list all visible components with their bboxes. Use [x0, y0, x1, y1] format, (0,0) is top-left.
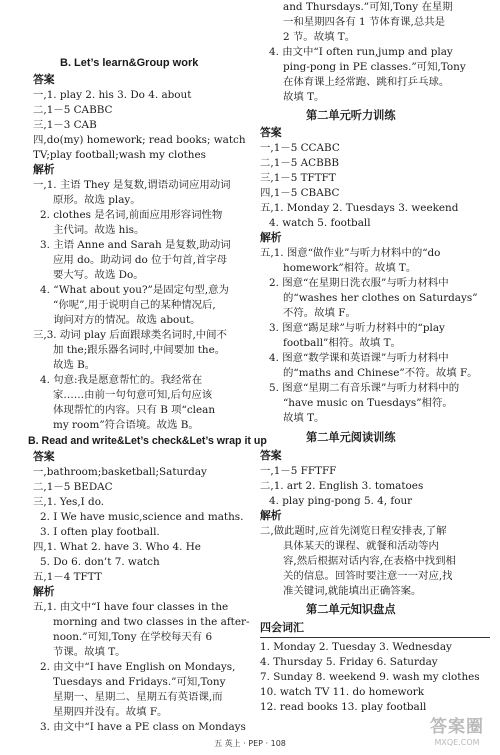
vocab-tag: 四会词汇 [260, 621, 304, 634]
watermark-text: 答案圈 [430, 717, 484, 737]
answer-tag: 答案 [33, 451, 55, 463]
analysis-line: 主代词。故选 his。 [53, 224, 145, 236]
analysis-line: noon.”可知,Tony 在学校每天有 6 [53, 631, 213, 643]
answer-line: 5. Do 6. don’t 7. watch [40, 556, 160, 568]
analysis-line: 4. 由文中“I often run,jump and play [269, 46, 453, 58]
analysis-line: 不符。故填 F。 [283, 307, 356, 319]
section-title-read-write: B. Read and write&Let’s check&Let’s wrap it up [28, 435, 267, 447]
analysis-line: 4. “What about you?”是固定句型,意为 [40, 284, 229, 296]
analysis-line: 2. 图意“在星期日洗衣服”与听力材料中 [269, 277, 449, 289]
answer-line: 四,1－5 CBABC [260, 187, 340, 199]
answer-line: TV;play football;wash my clothes [33, 149, 206, 161]
analysis-line: “你呢”,用于说明自己的某种情况后, [53, 299, 216, 311]
answer-line: 二,1－5 BEDAC [33, 481, 113, 493]
analysis-line: 原形。故选 play。 [53, 194, 141, 206]
analysis-line: 节课。故填 T。 [53, 646, 126, 658]
analysis-tag: 解析 [260, 232, 282, 244]
analysis-line: 4. 图意“数学课和英语课”与听力材料中 [269, 352, 449, 364]
answer-line: 一,1－5 CCABC [260, 142, 340, 154]
analysis-line: 要大写。故选 Do。 [53, 269, 144, 281]
section-title-learn-group-work: B. Let’s learn&Group work [60, 57, 199, 69]
unit-title-listening: 第二单元听力训练 [306, 109, 396, 122]
answer-line: 二,1－5 ACBBB [260, 157, 339, 169]
vocab-line: 1. Monday 2. Tuesday 3. Wednesday [260, 641, 452, 653]
analysis-line: 的“washes her clothes on Saturdays” [283, 292, 478, 304]
analysis-line: 故选 B。 [53, 359, 96, 371]
answer-line: 一,1－5 FFTFF [260, 465, 337, 477]
analysis-line: 在体育课上经常跑、跳和打乒乓球。 [283, 76, 450, 88]
analysis-line: 一,1. 主语 They 是复数,谓语动词应用动词 [33, 179, 231, 191]
analysis-line: 2 节。故填 T。 [283, 31, 356, 43]
analysis-line: 4. 句意:我是愿意帮忙的。我经常在 [40, 374, 203, 386]
analysis-line: 一和星期四各有 1 节体育课,总共是 [283, 16, 445, 28]
answer-line: 五,1. Monday 2. Tuesdays 3. weekend [260, 202, 459, 214]
answer-line: 三,1－3 CAB [33, 119, 97, 131]
answer-line: 四,do(my) homework; read books; watch [33, 134, 246, 146]
analysis-line: 询问对方的情况。故选 about。 [53, 314, 201, 326]
analysis-line: homework”相符。故填 T。 [283, 262, 417, 274]
answer-line: 二,1－5 CABBC [33, 104, 113, 116]
analysis-line: 加 the;跟乐器名词时,中间要加 the。 [53, 344, 226, 356]
analysis-line: 三,3. 动词 play 后面跟球类名词时,中间不 [33, 329, 227, 341]
page-footer: 五 英上 · PEP · 108 [214, 739, 286, 748]
analysis-line: 体现帮忙的内容。只有 B 项“clean [53, 404, 216, 416]
analysis-line: 2. 由文中“I have English on Mondays, [40, 661, 236, 673]
answer-line: 4. play ping-pong 5. 4, four [269, 495, 413, 507]
analysis-line: 家……由前一句句意可知,后句应该 [53, 389, 213, 401]
analysis-line: 具体某天的课程、就餐和活动等内 [283, 540, 439, 552]
analysis-line: Tuesdays and Fridays.”可知,Tony [53, 676, 226, 688]
analysis-line: 五,1. 由文中“I have four classes in the [33, 601, 229, 613]
watermark-logo [418, 717, 496, 753]
analysis-line: 5. 图意“星期二有音乐课”与听力材料中的 [269, 382, 460, 394]
analysis-line: 3. 主语 Anne and Sarah 是复数,助动词 [40, 239, 231, 251]
analysis-tag: 解析 [260, 510, 282, 522]
analysis-line: and Thursdays.”可知,Tony 在星期 [283, 1, 453, 13]
answer-line: 一,bathroom;basketball;Saturday [33, 466, 207, 478]
analysis-line: “have music on Tuesdays”相符。 [283, 397, 453, 409]
analysis-line: 故填 T。 [283, 91, 325, 103]
answer-line: 3. I often play football. [40, 526, 160, 538]
analysis-line: morning and two classes in the after- [53, 616, 250, 628]
analysis-tag: 解析 [33, 586, 55, 598]
answer-line: 五,1－4 TFTT [33, 571, 102, 583]
vocab-line: 12. read books 13. play football [260, 701, 427, 713]
answer-line: 四,1. What 2. have 3. Who 4. He [33, 541, 201, 553]
vocab-line: 10. watch TV 11. do homework [260, 686, 425, 698]
analysis-line: 星期一、星期二、星期五有英语课,而 [53, 691, 223, 703]
divider [260, 637, 490, 638]
unit-title-knowledge: 第二单元知识盘点 [306, 603, 396, 616]
analysis-line: 二,做此题时,应首先浏览日程安排表,了解 [260, 525, 447, 537]
analysis-line: my room”符合语境。故选 B。 [53, 419, 199, 431]
analysis-tag: 解析 [33, 164, 55, 176]
analysis-line: 3. 由文中“I have a PE class on Mondays [40, 721, 246, 733]
analysis-line: 准关键词,就能填出正确答案。 [283, 585, 422, 597]
analysis-line: football”相符。故填 T。 [283, 337, 401, 349]
answer-line: 4. watch 5. football [269, 217, 371, 229]
answer-line: 二,1. art 2. English 3. tomatoes [260, 480, 424, 492]
analysis-line: 2. clothes 是名词,前面应用形容词性物 [40, 209, 223, 221]
analysis-line: 故填 T。 [283, 412, 325, 424]
answer-line: 一,1. play 2. his 3. Do 4. about [33, 89, 192, 101]
analysis-line: 的“maths and Chinese”不符。故填 F。 [283, 367, 478, 379]
watermark-url: MXQE.COM [434, 738, 480, 747]
analysis-line: 3. 图意“踢足球”与听力材料中的“play [269, 322, 445, 334]
answer-tag: 答案 [33, 74, 55, 86]
analysis-line: ping-pong in PE classes.”可知,Tony [283, 61, 466, 73]
answer-line: 三,1. Yes,I do. [33, 496, 105, 508]
unit-title-reading: 第二单元阅读训练 [306, 431, 396, 444]
analysis-line: 五,1. 图意“做作业”与听力材料中的“do [260, 247, 441, 259]
analysis-line: 星期四并没有。故填 F。 [53, 706, 168, 718]
answer-line: 三,1－5 TFTFT [260, 172, 336, 184]
analysis-line: 容,然后根据对话内容,在表格中找到相 [283, 555, 456, 567]
analysis-line: 关的信息。回答时要注意一一对应,找 [283, 570, 453, 582]
answer-tag: 答案 [260, 450, 282, 462]
answer-line: 2. I We have music,science and maths. [40, 511, 244, 523]
vocab-line: 4. Thursday 5. Friday 6. Saturday [260, 656, 438, 668]
analysis-line: 应用 do。助动词 do 位于句首,首字母 [53, 254, 228, 266]
answer-tag: 答案 [260, 127, 282, 139]
vocab-line: 7. Sunday 8. weekend 9. wash my clothes [260, 671, 480, 683]
